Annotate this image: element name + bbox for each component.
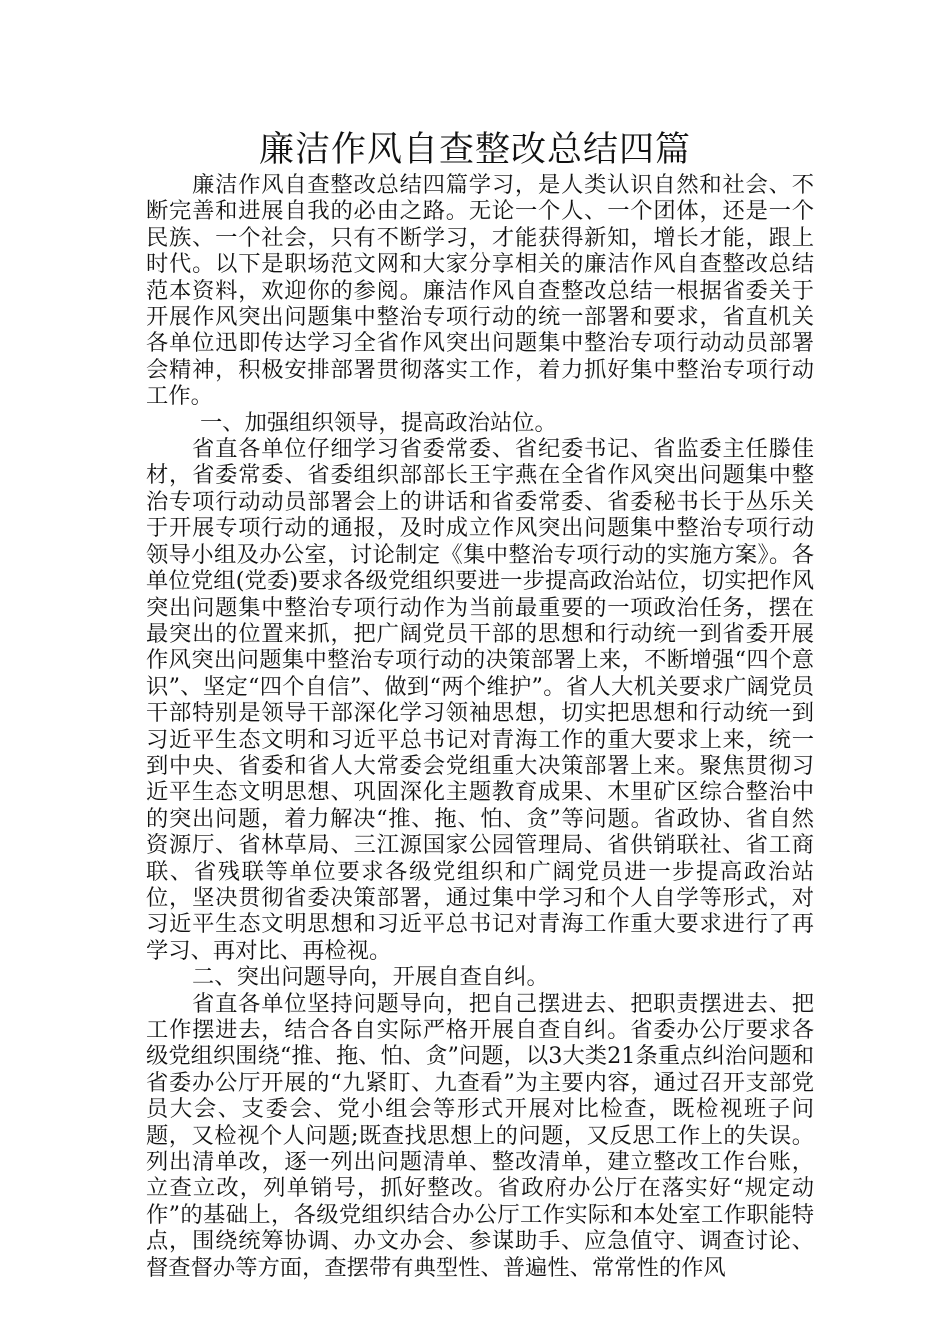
paragraph-section-2: 省直各单位坚持问题导向，把自己摆进去、把职责摆进去、把工作摆进去，结合各自实际严格开展自查自纠。省委办公厅要求各级党组织围绕“推、拖、怕、贪”问题，以3大类21条重点纠治问题和省委办公厅开展的“九紧盯、九查看”为主要内容，通过召开支部党员大会、支委会、党小组会等形式开展对比检查，既检视班子问题，又检视个人问题;既查找思想上的问题，又反思工作上的失误。列出清单改，逐一列出问题清单、整改清单，建立整改工作台账，立查立改，列单销号，抓好整改。省政府办公厅在落实好“规定动作”的基础上，各级党组织结合办公厅工作实际和本处室工作职能特点，围绕统筹协调、办文办会、参谋助手、应急值守、调查讨论、督查督办等方面，查摆带有典型性、普遍性、常常性的作风 — [146, 990, 814, 1281]
document-body — [146, 172, 814, 1281]
paragraph-section-1: 省直各单位仔细学习省委常委、省纪委书记、省监委主任滕佳材，省委常委、省委组织部部长王宇燕在全省作风突出问题集中整治专项行动动员部署会上的讲话和省委常委、省委秘书长于丛乐关于开展专项行动的通报，及时成立作风突出问题集中整治专项行动领导小组及办公室，讨论制定《集中整治专项行动的实施方案》。各单位党组(党委)要求各级党组织要进一步提高政治站位，切实把作风突出问题集中整治专项行动作为当前最重要的一项政治任务，摆在最突出的位置来抓，把广阔党员干部的思想和行动统一到省委开展作风突出问题集中整治专项行动的决策部署上来，不断增强“四个意识”、坚定“四个自信”、做到“两个维护”。省人大机关要求广阔党员干部特别是领导干部深化学习领袖思想，切实把思想和行动统一到习近平生态文明和习近平总书记对青海工作的重大要求上来，统一到中央、省委和省人大常委会党组重大决策部署上来。聚焦贯彻习近平生态文明思想、巩固深化主题教育成果、木里矿区综合整治中的突出问题，着力解决“推、拖、怕、贪”等问题。省政协、省自然资源厅、省林草局、三江源国家公园管理局、省供销联社、省工商联、省残联等单位要求各级党组织和广阔党员进一步提高政治站位，坚决贯彻省委决策部署，通过集中学习和个人自学等形式，对习近平生态文明思想和习近平总书记对青海工作重大要求进行了再学习、再对比、再检视。 — [146, 436, 814, 964]
section-heading-1: 一、加强组织领导，提高政治站位。 — [200, 409, 557, 436]
section-heading-2: 二、突出问题导向，开展自查自纠。 — [192, 964, 549, 991]
document-title: 廉洁作风自查整改总结四篇 — [258, 130, 691, 170]
paragraph-intro: 廉洁作风自查整改总结四篇学习，是人类认识自然和社会、不断完善和进展自我的必由之路。无论一个人、一个团体，还是一个民族、一个社会，只有不断学习，才能获得新知，增长才能，跟上时代。以下是职场范文网和大家分享相关的廉洁作风自查整改总结范本资料，欢迎你的参阅。廉洁作风自查整改总结一根据省委关于开展作风突出问题集中整治专项行动的统一部署和要求，省直机关各单位迅即传达学习全省作风突出问题集中整治专项行动动员部署会精神，积极安排部署贯彻落实工作，着力抓好集中整治专项行动工作。 — [146, 172, 814, 410]
